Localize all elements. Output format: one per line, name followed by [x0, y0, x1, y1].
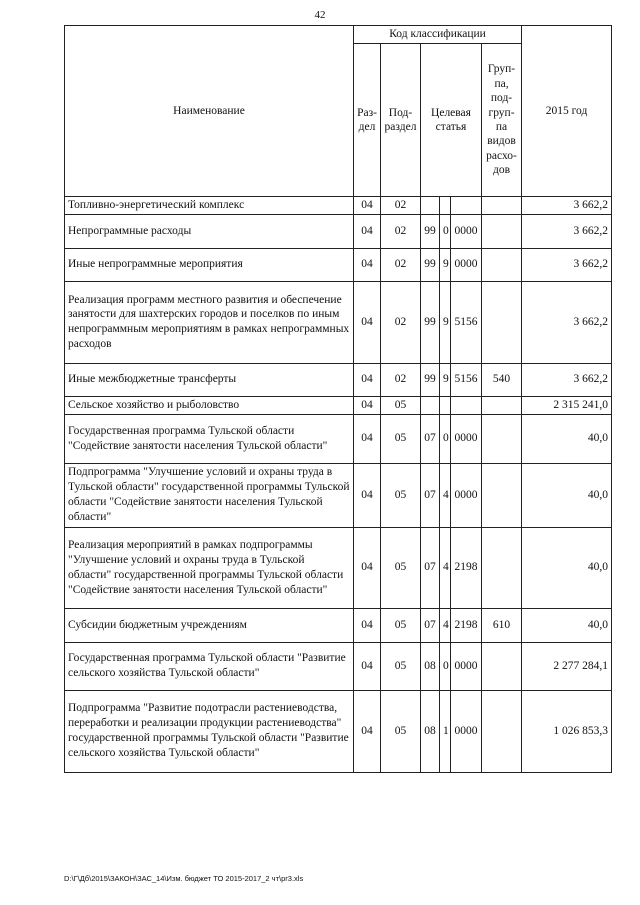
page-number: 42 — [314, 9, 326, 21]
row-target-subprogram — [440, 396, 451, 414]
row-amount: 2 315 241,0 — [522, 396, 612, 414]
row-name: Подпрограмма "Улучшение условий и охраны труда в Тульской области" государственной программы Тульской области "Содействие занятости населения Тульской области" — [65, 463, 354, 527]
row-expense-group — [482, 463, 522, 527]
row-subsection: 02 — [381, 196, 421, 214]
row-subsection: 02 — [381, 281, 421, 363]
row-target-program: 07 — [421, 414, 440, 463]
row-expense-group — [482, 642, 522, 690]
table-row — [65, 608, 612, 642]
row-target-code: 0000 — [451, 463, 482, 527]
row-name: Подпрограмма "Развитие подотрасли растениеводства, переработки и реализации продукции растениеводства" государственной программы Тульской области "Развитие сельского хозяйства Тульской области" — [65, 690, 354, 772]
row-subsection: 02 — [381, 363, 421, 396]
row-section: 04 — [354, 248, 381, 281]
table-row — [65, 281, 612, 363]
row-subsection: 02 — [381, 214, 421, 248]
row-section: 04 — [354, 363, 381, 396]
table-row — [65, 414, 612, 463]
row-target-program: 08 — [421, 642, 440, 690]
row-section: 04 — [354, 642, 381, 690]
row-name: Топливно-энергетический комплекс — [65, 196, 354, 214]
row-expense-group — [482, 281, 522, 363]
row-amount: 40,0 — [522, 463, 612, 527]
row-target-subprogram: 9 — [440, 363, 451, 396]
row-name: Непрограммные расходы — [65, 214, 354, 248]
row-expense-group: 540 — [482, 363, 522, 396]
row-amount: 2 277 284,1 — [522, 642, 612, 690]
row-target-program: 07 — [421, 527, 440, 608]
row-subsection: 05 — [381, 608, 421, 642]
row-name: Сельское хозяйство и рыболовство — [65, 396, 354, 414]
row-target-code: 0000 — [451, 214, 482, 248]
row-target-subprogram: 0 — [440, 642, 451, 690]
row-subsection: 02 — [381, 248, 421, 281]
row-target-subprogram: 0 — [440, 414, 451, 463]
row-target-subprogram: 4 — [440, 527, 451, 608]
row-section: 04 — [354, 463, 381, 527]
header-year: 2015 год — [522, 26, 612, 197]
row-target-program: 99 — [421, 214, 440, 248]
row-target-program: 07 — [421, 608, 440, 642]
row-expense-group — [482, 396, 522, 414]
row-section: 04 — [354, 414, 381, 463]
row-name: Субсидии бюджетным учреждениям — [65, 608, 354, 642]
row-expense-group — [482, 248, 522, 281]
row-name: Иные межбюджетные трансферты — [65, 363, 354, 396]
table-row — [65, 690, 612, 772]
row-target-program: 07 — [421, 463, 440, 527]
header-subsection: Под- раздел — [381, 43, 421, 196]
row-subsection: 05 — [381, 642, 421, 690]
row-target-code: 0000 — [451, 414, 482, 463]
row-amount: 3 662,2 — [522, 196, 612, 214]
row-name: Реализация мероприятий в рамках подпрограммы "Улучшение условий и охраны труда в Тульской области" государственной программы Тульской области "Содействие занятости населения Тульской области" — [65, 527, 354, 608]
row-amount: 1 026 853,3 — [522, 690, 612, 772]
row-amount: 40,0 — [522, 414, 612, 463]
row-target-code: 2198 — [451, 527, 482, 608]
row-target-subprogram: 9 — [440, 281, 451, 363]
row-target-program: 99 — [421, 248, 440, 281]
row-target-program — [421, 196, 440, 214]
table-row — [65, 248, 612, 281]
row-target-subprogram: 9 — [440, 248, 451, 281]
header-name: Наименование — [65, 26, 354, 197]
row-expense-group — [482, 527, 522, 608]
row-name: Государственная программа Тульской области "Содействие занятости населения Тульской области" — [65, 414, 354, 463]
row-amount: 3 662,2 — [522, 281, 612, 363]
row-subsection: 05 — [381, 396, 421, 414]
row-expense-group — [482, 414, 522, 463]
row-name: Реализация программ местного развития и обеспечение занятости для шахтерских городов и поселков по иным непрограммным мероприятиям в рамках непрограммных расходов — [65, 281, 354, 363]
row-target-subprogram: 4 — [440, 463, 451, 527]
row-target-subprogram — [440, 196, 451, 214]
header-target: Целевая статья — [421, 43, 482, 196]
row-target-subprogram: 4 — [440, 608, 451, 642]
row-subsection: 05 — [381, 690, 421, 772]
row-target-code: 2198 — [451, 608, 482, 642]
row-section: 04 — [354, 396, 381, 414]
row-target-program: 08 — [421, 690, 440, 772]
row-target-program: 99 — [421, 363, 440, 396]
budget-table — [64, 25, 612, 773]
row-section: 04 — [354, 214, 381, 248]
row-subsection: 05 — [381, 414, 421, 463]
row-expense-group: 610 — [482, 608, 522, 642]
row-amount: 3 662,2 — [522, 248, 612, 281]
row-target-code: 5156 — [451, 281, 482, 363]
header-classification: Код классификации — [354, 26, 522, 44]
row-section: 04 — [354, 690, 381, 772]
row-expense-group — [482, 196, 522, 214]
file-path-footer: D:\Г\Дб\2015\ЗАКОН\ЗАС_14\Изм. бюджет ТО 2015-2017_2 чт\pr3.xls — [64, 874, 304, 883]
table-row — [65, 527, 612, 608]
row-name: Иные непрограммные мероприятия — [65, 248, 354, 281]
row-target-code: 0000 — [451, 642, 482, 690]
table-row — [65, 642, 612, 690]
row-subsection: 05 — [381, 463, 421, 527]
row-target-code: 0000 — [451, 248, 482, 281]
row-expense-group — [482, 690, 522, 772]
header-section: Раз- дел — [354, 43, 381, 196]
table-row — [65, 363, 612, 396]
header-expense-group: Груп- па, под- груп- па видов расхо- дов — [482, 43, 522, 196]
row-target-code: 5156 — [451, 363, 482, 396]
row-name: Государственная программа Тульской области "Развитие сельского хозяйства Тульской области" — [65, 642, 354, 690]
table-row — [65, 214, 612, 248]
row-target-program — [421, 396, 440, 414]
row-target-code — [451, 396, 482, 414]
row-target-subprogram: 1 — [440, 690, 451, 772]
row-section: 04 — [354, 196, 381, 214]
row-subsection: 05 — [381, 527, 421, 608]
row-target-code — [451, 196, 482, 214]
table-row — [65, 463, 612, 527]
row-target-program: 99 — [421, 281, 440, 363]
table-row — [65, 396, 612, 414]
row-expense-group — [482, 214, 522, 248]
row-section: 04 — [354, 527, 381, 608]
row-target-subprogram: 0 — [440, 214, 451, 248]
row-amount: 3 662,2 — [522, 363, 612, 396]
row-amount: 40,0 — [522, 608, 612, 642]
row-amount: 40,0 — [522, 527, 612, 608]
row-amount: 3 662,2 — [522, 214, 612, 248]
table-row — [65, 196, 612, 214]
row-section: 04 — [354, 608, 381, 642]
row-section: 04 — [354, 281, 381, 363]
row-target-code: 0000 — [451, 690, 482, 772]
